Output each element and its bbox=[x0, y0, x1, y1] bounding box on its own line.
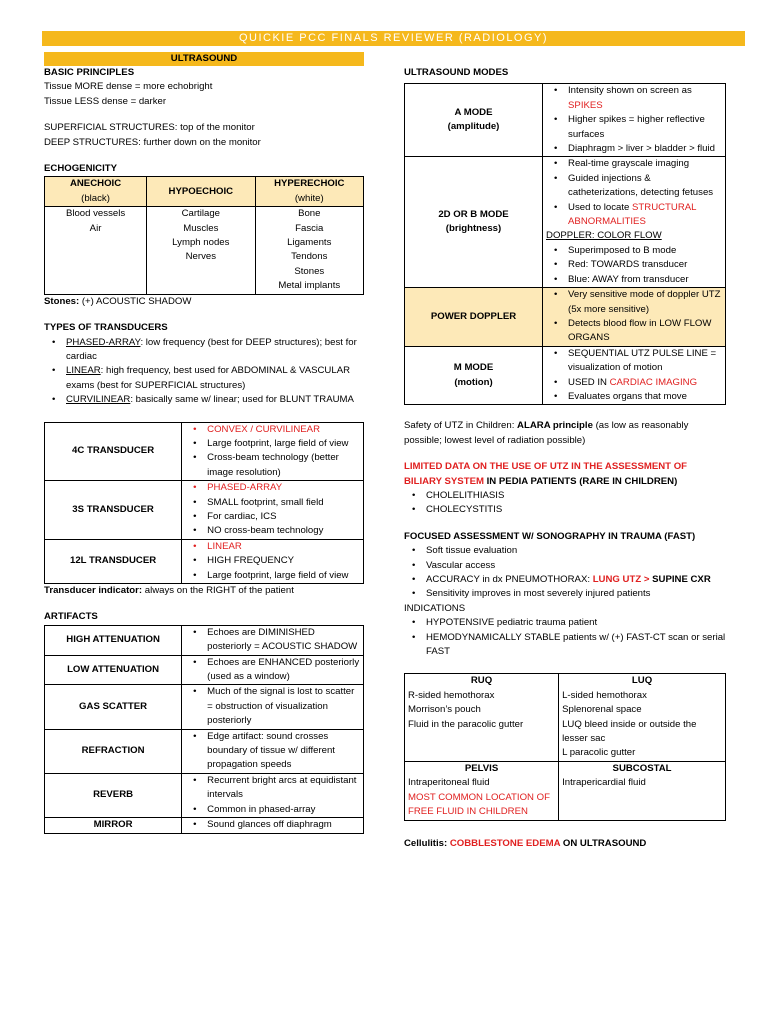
fast-list bbox=[404, 544, 726, 602]
artifact-details: • Echoes are ENHANCED posteriorly (used as a window) bbox=[182, 655, 364, 685]
hypoechoic-header: HYPOECHOIC bbox=[147, 177, 255, 207]
pelvis-cell: PELVIS Intraperitoneal fluid MOST COMMON LOCATION OF FREE FLUID IN CHILDREN bbox=[405, 761, 559, 820]
artifact-name: HIGH ATTENUATION bbox=[45, 625, 182, 655]
list-item: • HEMODYNAMICALLY STABLE patients w/ (+) FAST-CT scan or serial FAST bbox=[426, 631, 726, 660]
list-item: • CURVILINEAR: basically same w/ linear; used for BLUNT TRAUMA bbox=[66, 393, 364, 407]
artifact-details: • Edge artifact: sound crosses boundary of tissue w/ different propagation speeds bbox=[182, 729, 364, 773]
mode-name: POWER DOPPLER bbox=[405, 288, 543, 347]
mode-name: 2D OR B MODE (brightness) bbox=[405, 157, 543, 288]
anechoic-header: ANECHOIC (black) bbox=[45, 177, 147, 207]
artifact-name: MIRROR bbox=[45, 818, 182, 833]
transducers-heading: TYPES OF TRANSDUCERS bbox=[44, 322, 168, 334]
ruq-cell: RUQ R-sided hemothorax Morrison’s pouch Fluid in the paracolic gutter bbox=[405, 674, 559, 761]
indications-heading: INDICATIONS bbox=[404, 602, 466, 614]
list-item: • HYPOTENSIVE pediatric trauma patient bbox=[426, 616, 726, 630]
artifact-name: LOW ATTENUATION bbox=[45, 655, 182, 685]
artifact-details: • Echoes are DIMINISHED posteriorly = ACOUSTIC SHADOW bbox=[182, 625, 364, 655]
luq-cell: LUQ L-sided hemothorax Splenorenal space LUQ bleed inside or outside the lesser sac L paracolic gutter bbox=[559, 674, 726, 761]
transducer-details: • PHASED-ARRAY • SMALL footprint, small field • For cardiac, ICS • NO cross-beam technology bbox=[182, 481, 364, 540]
hypoechoic-list: Cartilage Muscles Lymph nodes Nerves bbox=[147, 207, 255, 294]
hyperechoic-list: Bone Fascia Ligaments Tendons Stones Metal implants bbox=[255, 207, 363, 294]
structure-line: SUPERFICIAL STRUCTURES: top of the monitor bbox=[44, 122, 255, 134]
list-item: • CHOLELITHIASIS bbox=[426, 489, 726, 503]
list-item: • Sensitivity improves in most severely injured patients bbox=[426, 587, 726, 601]
mode-name: M MODE (motion) bbox=[405, 346, 543, 405]
list-item: • Soft tissue evaluation bbox=[426, 544, 726, 558]
artifacts-table bbox=[44, 625, 364, 834]
mode-details: • Very sensitive mode of doppler UTZ (5x more sensitive) • Detects blood flow in LOW FLOW ORGANS bbox=[543, 288, 726, 347]
artifacts-heading: ARTIFACTS bbox=[44, 611, 98, 623]
fast-regions-table bbox=[404, 673, 726, 820]
right-column bbox=[404, 66, 726, 851]
transducer-details: • LINEAR • HIGH FREQUENCY • Large footprint, large field of view bbox=[182, 539, 364, 583]
list-item: • CHOLECYSTITIS bbox=[426, 503, 726, 517]
mode-details: • Real-time grayscale imaging • Guided injections & catheterizations, detecting fetuses • Used to locate STRUCTURAL ABNORMALITIES DOPPLER: COLOR FLOW • Superimposed to B mode • Red: TOWARDS transducer • Blue: AWAY from transducer bbox=[543, 157, 726, 288]
left-column bbox=[44, 52, 364, 834]
artifact-name: REVERB bbox=[45, 773, 182, 817]
transducer-types-list bbox=[44, 336, 364, 408]
transducer-name: 3S TRANSDUCER bbox=[45, 481, 182, 540]
artifact-details: • Sound glances off diaphragm bbox=[182, 818, 364, 833]
page-title: QUICKIE PCC FINALS REVIEWER (RADIOLOGY) bbox=[42, 31, 745, 46]
echogenicity-heading: ECHOGENICITY bbox=[44, 163, 118, 175]
mode-details: • SEQUENTIAL UTZ PULSE LINE = visualization of motion • USED IN CARDIAC IMAGING • Evaluates organs that move bbox=[543, 346, 726, 405]
basic-line: Tissue LESS dense = darker bbox=[44, 95, 167, 107]
indicator-note: Transducer indicator: always on the RIGHT of the patient bbox=[44, 585, 294, 596]
limited-data-heading: LIMITED DATA ON THE USE OF UTZ IN THE ASSESSMENT OF BILIARY SYSTEM IN PEDIA PATIENTS (RARE IN CHILDREN) bbox=[404, 461, 688, 487]
list-item: • LINEAR: high frequency, best used for ABDOMINAL & VASCULAR exams (best for SUPERFICIAL structures) bbox=[66, 364, 364, 393]
artifact-details: • Much of the signal is lost to scatter = obstruction of visualization posteriorly bbox=[182, 685, 364, 729]
artifact-name: REFRACTION bbox=[45, 729, 182, 773]
list-item: • Vascular access bbox=[426, 559, 726, 573]
limited-data-list bbox=[404, 489, 726, 518]
fast-heading: FOCUSED ASSESSMENT W/ SONOGRAPHY IN TRAUMA (FAST) bbox=[404, 530, 696, 542]
transducer-table bbox=[44, 422, 364, 584]
list-item: • PHASED-ARRAY: low frequency (best for DEEP structures); best for cardiac bbox=[66, 336, 364, 365]
safety-note: Safety of UTZ in Children: ALARA principle (as low as reasonably possible; lowest level of radiation possible) bbox=[404, 420, 689, 446]
indications-list bbox=[404, 616, 726, 659]
basic-line: Tissue MORE dense = more echobright bbox=[44, 81, 213, 93]
transducer-details: • CONVEX / CURVILINEAR • Large footprint, large field of view • Cross-beam technology (better image resolution) bbox=[182, 422, 364, 481]
artifact-details: • Recurrent bright arcs at equidistant intervals • Common in phased-array bbox=[182, 773, 364, 817]
artifact-name: GAS SCATTER bbox=[45, 685, 182, 729]
ultrasound-heading: ULTRASOUND bbox=[44, 52, 364, 66]
basic-principles-heading: BASIC PRINCIPLES bbox=[44, 67, 135, 78]
anechoic-list: Blood vessels Air bbox=[45, 207, 147, 294]
list-item: • ACCURACY in dx PNEUMOTHORAX: LUNG UTZ > SUPINE CXR bbox=[426, 573, 726, 587]
transducer-name: 4C TRANSDUCER bbox=[45, 422, 182, 481]
hyperechoic-header: HYPERECHOIC (white) bbox=[255, 177, 363, 207]
subcostal-cell: SUBCOSTAL Intrapericardial fluid bbox=[559, 761, 726, 820]
modes-heading: ULTRASOUND MODES bbox=[404, 67, 509, 78]
cellulitis-note: Cellulitis: COBBLESTONE EDEMA ON ULTRASOUND bbox=[404, 837, 647, 849]
mode-name: A MODE (amplitude) bbox=[405, 84, 543, 157]
stones-note: Stones: (+) ACOUSTIC SHADOW bbox=[44, 295, 192, 307]
modes-table bbox=[404, 83, 726, 405]
transducer-name: 12L TRANSDUCER bbox=[45, 539, 182, 583]
echogenicity-table bbox=[44, 176, 364, 294]
mode-details: • Intensity shown on screen as SPIKES • Higher spikes = higher reflective surfaces • Diaphragm > liver > bladder > fluid bbox=[543, 84, 726, 157]
structure-line: DEEP STRUCTURES: further down on the monitor bbox=[44, 136, 261, 148]
